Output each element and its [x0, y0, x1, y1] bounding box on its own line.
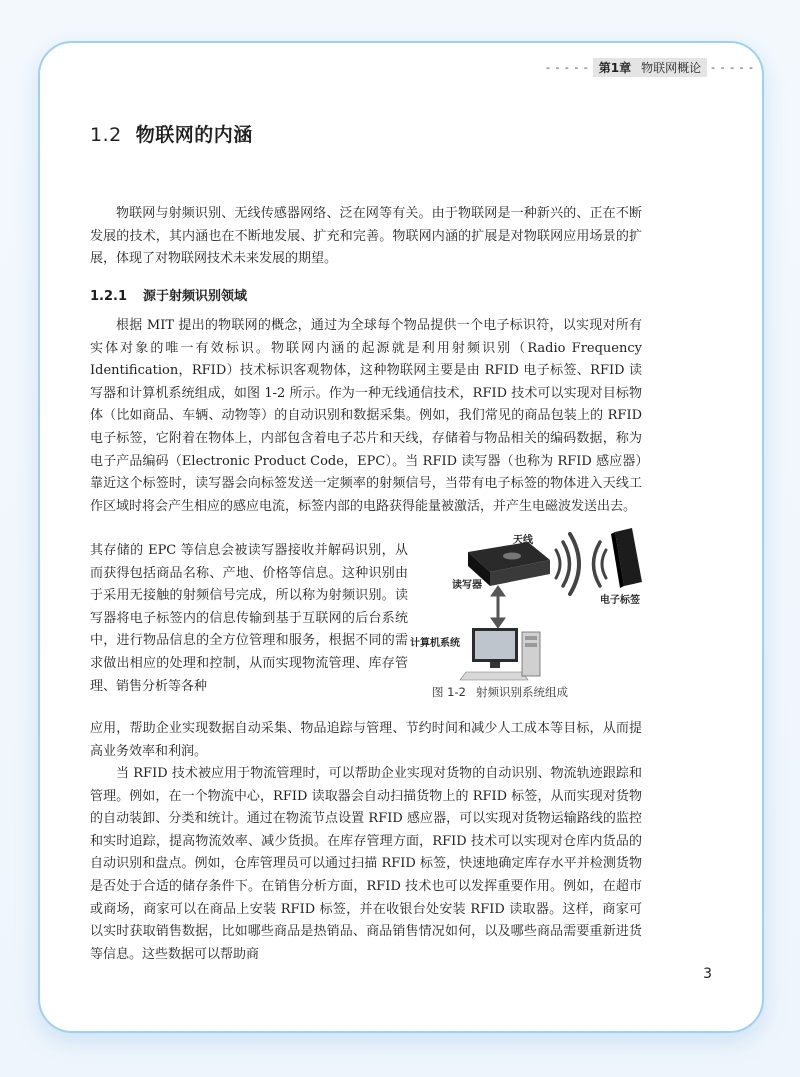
running-head-title: 物联网概论: [641, 61, 702, 75]
electronic-tag: [611, 528, 642, 588]
figure-caption: [432, 684, 568, 700]
running-head-rule-right: - - - - -: [711, 61, 754, 74]
label-reader: 读写器: [452, 580, 482, 591]
rfid-system-illustration: [410, 520, 642, 700]
label-computer: 计算机系统: [410, 638, 460, 649]
paragraph-rfid-intro: 根据 MIT 提出的物联网的概念，通过为全球每个物品提供一个电子标识符，以实现对所有实体对象的唯一有效标识。物联网内涵的起源就是利用射频识别（Radio Frequency Identification，RFID）技术标识客观物体，这种物联网主要是由 RFID 电子标签、RFID 读写器和计算机系统组成，如图 1-2 所示。作为一种无线通信技术，RFID 技术可以实现对目标物体（比如商品、车辆、动物等）的自动识别和数据采集。例如，我们常见的商品包装上的 RFID 电子标签，它附着在物体上，内部包含着电子芯片和天线，存储着与物品相关的编码数据，称为电子产品编码（Electronic Product Code，EPC）。当 RFID 读写器（也称为 RFID 感应器）靠近这个标签时，读写器会向标签发送一定频率的射频信号，当带有电子标签的物体进入天线工作区域时将会产生相应的感应电流，标签内部的电路获得能量被激活，并产生电磁波发送出去。: [90, 318, 642, 514]
page-number: 3: [703, 966, 712, 982]
label-tag: 电子标签: [600, 595, 640, 606]
subsection-number: 1.2.1: [90, 289, 128, 304]
running-head-chapter: 第1章: [598, 61, 632, 75]
label-antenna: 天线: [513, 535, 533, 546]
tag-waves: [594, 542, 607, 586]
figure-caption-text: 射频识别系统组成: [475, 685, 568, 699]
subsection-title: 源于射频识别领域: [143, 289, 248, 304]
running-head-rule-left: - - - - -: [545, 61, 589, 74]
figure-rfid-system: [410, 520, 642, 700]
computer-system: [460, 628, 540, 680]
figure-number: 图 1-2: [432, 685, 466, 699]
intro-paragraph: 物联网与射频识别、无线传感器网络、泛在网等有关。由于物联网是一种新兴的、正在不断发展的技术，其内涵也在不断地发展、扩充和完善。物联网内涵的扩展是对物联网应用场景的扩展，体现了对物联网技术未来发展的期望。: [90, 206, 642, 267]
running-head-box: [593, 58, 707, 77]
section-heading: [90, 120, 253, 147]
section-number: 1.2: [90, 124, 122, 146]
running-head: [546, 58, 754, 77]
double-arrow-icon: [491, 586, 505, 628]
reader-waves: [556, 534, 579, 594]
subsection-heading: [90, 285, 247, 304]
section-title: 物联网的内涵: [135, 124, 253, 146]
paragraph-rfid-tail: 应用，帮助企业实现数据自动采集、物品追踪与管理、节约时间和减少人工成本等目标，从而提高业务效率和利润。: [90, 721, 642, 759]
paragraph-logistics: 当 RFID 技术被应用于物流管理时，可以帮助企业实现对货物的自动识别、物流轨迹跟踪和管理。例如，在一个物流中心，RFID 读取器会自动扫描货物上的 RFID 标签，从而实现对货物的自动装卸、分类和统计。通过在物流节点设置 RFID 感应器，可以实现对货物运输路线的监控和实时追踪，提高物流效率、减少货损。在库存管理方面，RFID 技术可以实现对仓库内货品的自动识别和盘点。例如，仓库管理员可以通过扫描 RFID 标签，快速地确定库存水平并检测货物是否处于合适的储存条件下。在销售分析方面，RFID 技术也可以发挥重要作用。例如，在超市或商场，商家可以在商品上安装 RFID 标签，并在收银台处安装 RFID 读取器。这样，商家可以实时获取销售数据，比如哪些商品是热销品、商品销售情况如何，以及哪些商品需要重新进货等信息。这些数据可以帮助商: [90, 766, 642, 962]
paragraph-rfid-wrap: 其存储的 EPC 等信息会被读写器接收并解码识别，从而获得包括商品名称、产地、价格等信息。这种识别由于采用无接触的射频信号完成，所以称为射频识别。读写器将电子标签内的信息传输到基于互联网的后台系统中，进行物品信息的全方位管理和服务，根据不同的需求做出相应的处理和控制，从而实现物流管理、库存管理、销售分析等各种: [90, 543, 408, 694]
